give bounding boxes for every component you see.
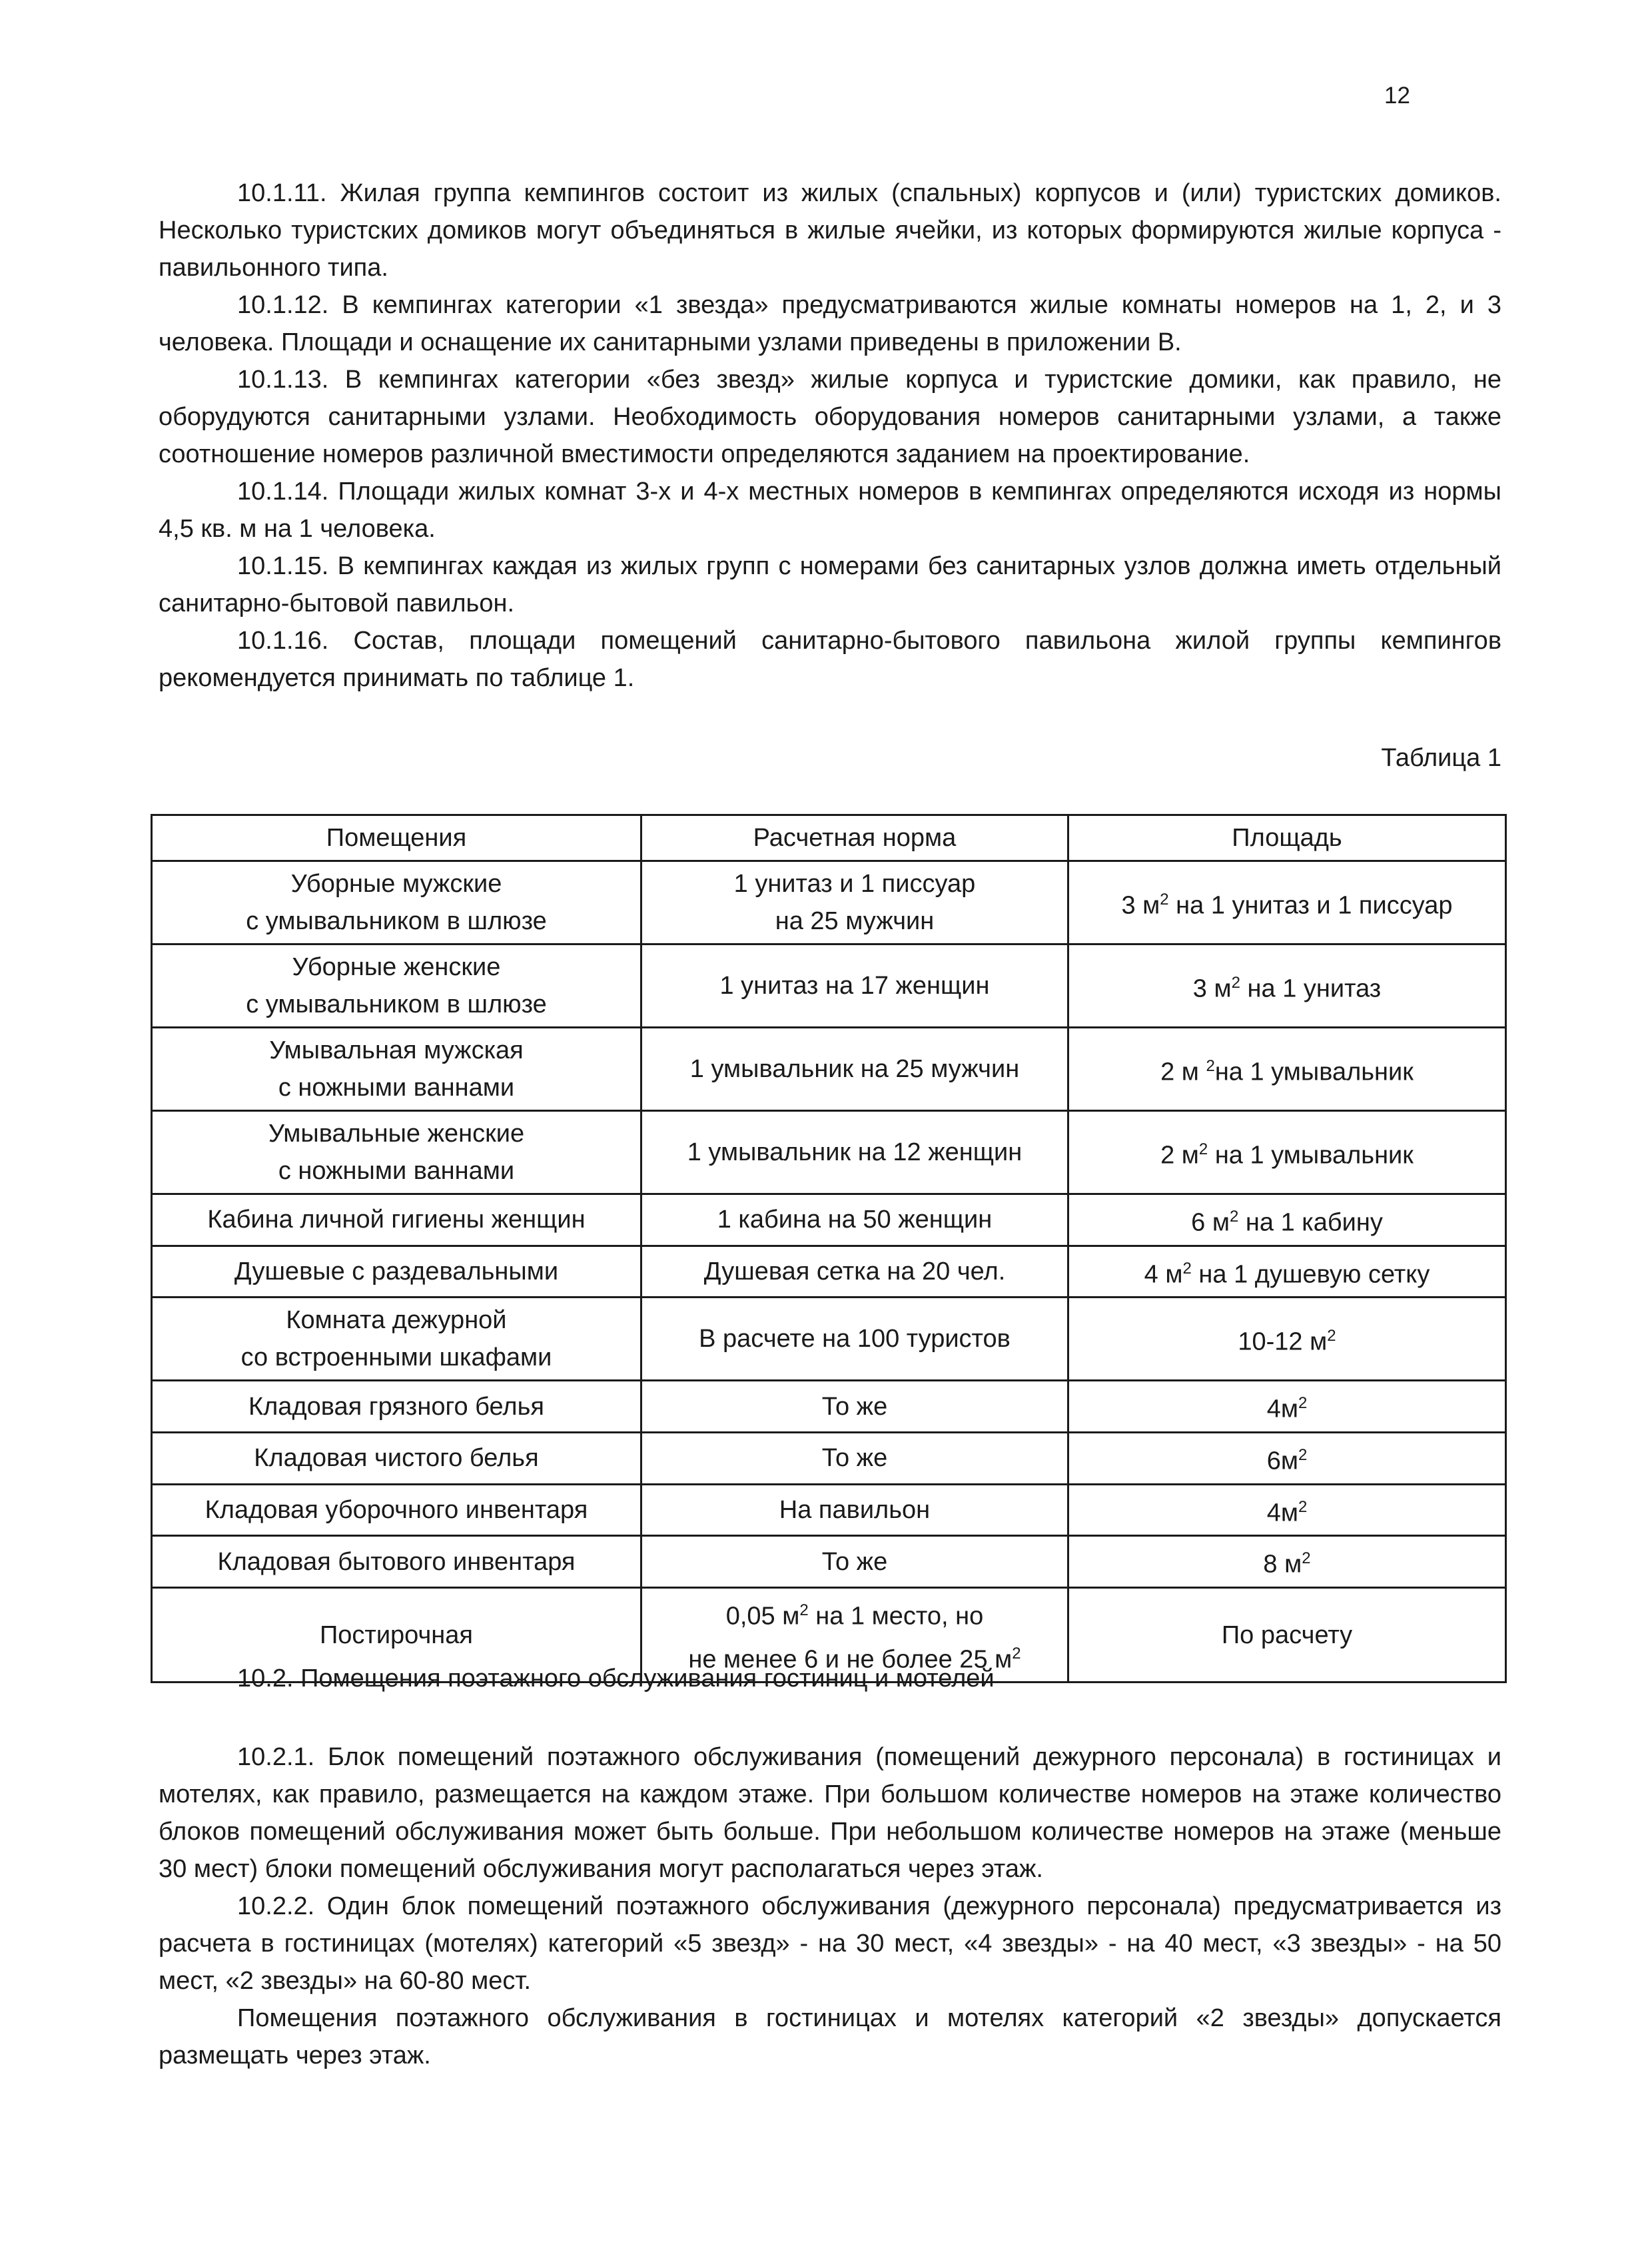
paragraph-10-1-12: 10.1.12. В кемпингах категории «1 звезда» предусматриваются жилые комнаты номеров на 1, 2, и 3 человека. Площади и оснащение их санитарными узлами приведены в приложении В. [159, 291, 1501, 356]
norm-cell-line [646, 1592, 1063, 1635]
table-body [152, 861, 1506, 1682]
table-row [152, 861, 1506, 944]
norm-cell-line: На павильон [779, 1495, 931, 1524]
header-norm: Расчетная норма [641, 815, 1068, 861]
value-text: 8 м [1263, 1550, 1302, 1579]
room-cell-line: с ножными ваннами [278, 1074, 515, 1102]
room-cell [152, 1298, 641, 1381]
room-cell-line: Кладовая бытового инвентаря [217, 1547, 576, 1576]
table-row [152, 944, 1506, 1028]
value-text: 0,05 м [725, 1602, 800, 1631]
area-cell [1068, 1484, 1506, 1536]
header-area: Площадь [1068, 815, 1506, 861]
table-row [152, 1432, 1506, 1484]
norm-cell-line: 1 кабина на 50 женщин [717, 1206, 993, 1234]
unit-superscript: 2 [1229, 1208, 1239, 1226]
area-cell [1068, 1536, 1506, 1588]
room-cell [152, 1381, 641, 1433]
unit-superscript: 2 [1182, 1259, 1192, 1278]
norm-cell [641, 861, 1068, 944]
room-cell-line: Постирочная [319, 1621, 473, 1649]
unit-superscript: 2 [1298, 1445, 1308, 1464]
unit-superscript: 2 [1302, 1549, 1311, 1568]
value-text: 2 м [1160, 1141, 1199, 1170]
table-row [152, 1484, 1506, 1536]
value-text: 4 м [1144, 1260, 1183, 1289]
value-text: на 1 унитаз [1240, 974, 1382, 1003]
paragraph-10-1-14: 10.1.14. Площади жилых комнат 3-х и 4-х местных номеров в кемпингах определяются исходя из нормы 4,5 кв. м на 1 человека. [159, 478, 1501, 543]
value-text: на 1 душевую сетку [1191, 1260, 1430, 1289]
table-row [152, 1298, 1506, 1381]
table-row [152, 1246, 1506, 1298]
unit-superscript: 2 [1206, 1056, 1215, 1075]
section-heading: 10.2. Помещения поэтажного обслуживания гостиниц и мотелей [237, 1665, 995, 1692]
norm-cell-line: 1 умывальник на 25 мужчин [689, 1055, 1020, 1083]
area-cell-line [1073, 1198, 1501, 1242]
unit-superscript: 2 [1298, 1497, 1308, 1516]
value-text: 3 м [1192, 974, 1232, 1003]
paragraph-10-2-1: 10.2.1. Блок помещений поэтажного обслуживания (помещений дежурного персонала) в гостиницах и мотелях, как правило, размещается на каждом этаже. При большом количестве номеров на этаже количество блоков помещений обслуживания может быть больше. При небольшом количестве номеров на этаже (меньше 30 мест) блоки помещений обслуживания могут располагаться через этаж. [159, 1743, 1501, 1883]
norm-cell [641, 1432, 1068, 1484]
value-text: 2 м [1160, 1058, 1206, 1086]
area-cell-line [1073, 1385, 1501, 1428]
norm-cell-line: В расчете на 100 туристов [699, 1325, 1011, 1353]
norm-cell [641, 1028, 1068, 1111]
area-cell [1068, 1381, 1506, 1433]
table-row [152, 1028, 1506, 1111]
unit-superscript: 2 [1160, 890, 1169, 909]
paragraph-10-1-15: 10.1.15. В кемпингах каждая из жилых групп с номерами без санитарных узлов должна иметь отдельный санитарно-бытовой павильон. [159, 552, 1501, 617]
table-row [152, 1111, 1506, 1194]
area-cell-line [1073, 1540, 1501, 1583]
room-cell [152, 1484, 641, 1536]
norm-cell [641, 1381, 1068, 1433]
room-cell-line: Кладовая грязного белья [248, 1392, 544, 1421]
area-cell-line [1073, 1617, 1501, 1654]
room-cell [152, 1194, 641, 1246]
area-cell [1068, 1028, 1506, 1111]
norm-cell-line: 1 умывальник на 12 женщин [687, 1138, 1023, 1166]
table-header-row [152, 815, 1506, 861]
room-cell-line: Комната дежурной [286, 1306, 507, 1335]
norms-table [151, 814, 1507, 1683]
norm-cell [641, 1484, 1068, 1536]
area-cell [1068, 1111, 1506, 1194]
area-cell [1068, 1246, 1506, 1298]
paragraph-10-2-2-note: Помещения поэтажного обслуживания в гостиницах и мотелях категорий «2 звезды» допускается размещать через этаж. [159, 2004, 1501, 2069]
page-number: 12 [1384, 83, 1410, 109]
room-cell [152, 861, 641, 944]
area-cell [1068, 1194, 1506, 1246]
value-text: 6 м [1191, 1208, 1230, 1237]
value-text: на 1 кабину [1238, 1208, 1383, 1237]
norm-cell-line: То же [821, 1547, 888, 1576]
room-cell-line: Уборные женские [292, 953, 501, 981]
paragraphs-top [159, 175, 1501, 697]
room-cell-line: со встроенными шкафами [240, 1343, 552, 1372]
room-cell-line: Умывальные женские [268, 1120, 525, 1148]
unit-superscript: 2 [1327, 1326, 1336, 1345]
value-text: 3 м [1121, 891, 1160, 920]
norm-cell [641, 1111, 1068, 1194]
norm-cell [641, 944, 1068, 1028]
unit-superscript: 2 [1231, 973, 1240, 992]
area-cell [1068, 861, 1506, 944]
room-cell [152, 1432, 641, 1484]
area-cell [1068, 1587, 1506, 1682]
table-row [152, 1536, 1506, 1588]
area-cell [1068, 1432, 1506, 1484]
room-cell-line: Кладовая уборочного инвентаря [205, 1495, 588, 1524]
area-cell-line [1073, 1048, 1501, 1091]
room-cell [152, 1246, 641, 1298]
value-text: 6м [1266, 1447, 1298, 1475]
room-cell-line: Кабина личной гигиены женщин [207, 1206, 586, 1234]
room-cell-line: с ножными ваннами [278, 1157, 515, 1185]
unit-superscript: 2 [1012, 1644, 1021, 1663]
area-cell-line [1073, 881, 1501, 925]
room-cell-line: Душевые с раздевальными [234, 1257, 559, 1286]
norm-cell-line: То же [821, 1444, 888, 1473]
room-cell-line: Умывальная мужская [269, 1036, 524, 1064]
unit-superscript: 2 [1198, 1140, 1208, 1158]
paragraph-10-1-16: 10.1.16. Состав, площади помещений санитарно-бытового павильона жилой группы кемпингов рекомендуется принимать по таблице 1. [159, 627, 1501, 692]
norm-cell [641, 1298, 1068, 1381]
room-cell [152, 944, 641, 1028]
room-cell [152, 1111, 641, 1194]
norm-cell-line: 1 унитаз и 1 писсуар [733, 870, 976, 898]
norm-cell-line: на 25 мужчин [775, 907, 935, 935]
area-cell-line [1073, 1437, 1501, 1480]
table-row [152, 1194, 1506, 1246]
paragraph-10-1-13: 10.1.13. В кемпингах категории «без звезд» жилые корпуса и туристские домики, как правило, не оборудуются санитарными узлами. Необходимость оборудования номеров санитарными узлами, а также соотношение номеров различной вместимости определяются заданием на проектирование. [159, 366, 1501, 468]
paragraphs-bottom [159, 1738, 1501, 2074]
value-text: на 1 умывальник [1214, 1058, 1414, 1086]
table-caption: Таблица 1 [1381, 744, 1501, 772]
room-cell [152, 1536, 641, 1588]
area-cell [1068, 1298, 1506, 1381]
header-rooms: Помещения [152, 815, 641, 861]
value-text: не менее 6 и не более 25 м [688, 1645, 1013, 1674]
value-text: на 1 унитаз и 1 писсуар [1168, 891, 1453, 920]
unit-superscript: 2 [799, 1601, 809, 1619]
unit-superscript: 2 [1298, 1394, 1308, 1413]
area-cell-line [1073, 1489, 1501, 1532]
table-row [152, 1381, 1506, 1433]
area-cell-line [1073, 1250, 1501, 1294]
norm-cell [641, 1536, 1068, 1588]
value-text: на 1 место, но [808, 1602, 984, 1631]
paragraph-10-2-2: 10.2.2. Один блок помещений поэтажного обслуживания (дежурного персонала) предусматривается из расчета в гостиницах (мотелях) категорий «5 звезд» - на 30 мест, «4 звезды» - на 40 мест, «3 звезды» - на 50 мест, «2 звезды» на 60-80 мест. [159, 1892, 1501, 1995]
norm-cell-line: Душевая сетка на 20 чел. [703, 1257, 1006, 1286]
norm-cell [641, 1246, 1068, 1298]
area-cell-line [1073, 1317, 1501, 1361]
value-text: 4м [1266, 1395, 1298, 1423]
area-cell-line [1073, 964, 1501, 1008]
value-text: По расчету [1221, 1621, 1353, 1649]
room-cell-line: с умывальником в шлюзе [246, 990, 547, 1018]
value-text: 4м [1266, 1499, 1298, 1527]
room-cell-line: Уборные мужские [290, 870, 502, 898]
area-cell [1068, 944, 1506, 1028]
room-cell-line: с умывальником в шлюзе [246, 907, 547, 935]
area-cell-line [1073, 1131, 1501, 1174]
norm-cell [641, 1194, 1068, 1246]
norm-cell-line: 1 унитаз на 17 женщин [719, 972, 990, 1000]
paragraph-10-1-11: 10.1.11. Жилая группа кемпингов состоит из жилых (спальных) корпусов и (или) туристских домиков. Несколько туристских домиков могут объединяться в жилые ячейки, из которых формируются жилые корпуса - павильонного типа. [159, 179, 1501, 282]
norm-cell-line: То же [821, 1392, 888, 1421]
value-text: на 1 умывальник [1208, 1141, 1414, 1170]
value-text: 10-12 м [1238, 1327, 1328, 1356]
room-cell-line: Кладовая чистого белья [254, 1444, 539, 1473]
room-cell [152, 1028, 641, 1111]
